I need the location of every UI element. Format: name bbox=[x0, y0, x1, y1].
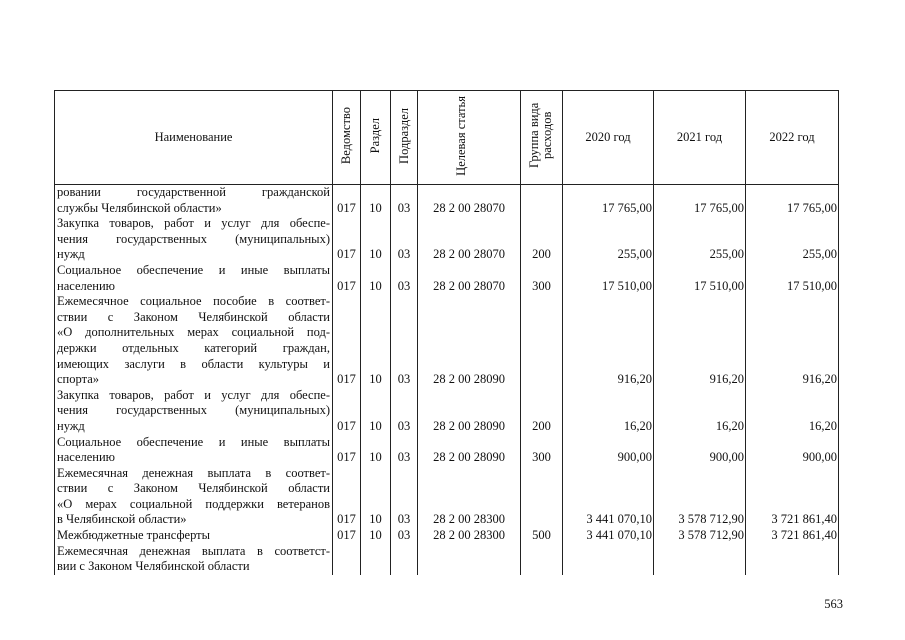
row-department bbox=[333, 544, 361, 575]
row-name-line: Закупка товаров, работ и услуг для обеспе- bbox=[57, 216, 330, 231]
row-department: 017 bbox=[333, 294, 361, 388]
table-header-row bbox=[55, 91, 839, 185]
row-name-line: Межбюджетные трансферты bbox=[57, 528, 211, 543]
row-name-line: в Челябинской области» bbox=[57, 512, 187, 527]
row-target-item: 28 2 00 28090 bbox=[418, 294, 521, 388]
row-value-2022: 17 765,00 bbox=[746, 185, 839, 217]
row-name bbox=[55, 544, 333, 575]
table-row bbox=[55, 185, 839, 217]
row-section: 10 bbox=[361, 216, 391, 263]
row-expense-group: 300 bbox=[521, 263, 563, 294]
row-name-line: Закупка товаров, работ и услуг для обеспе- bbox=[57, 387, 330, 402]
row-name-line: ствии с Законом Челябинской области bbox=[57, 481, 330, 496]
row-department: 017 bbox=[333, 185, 361, 217]
row-value-2020: 17 765,00 bbox=[563, 185, 654, 217]
table-row bbox=[55, 216, 839, 263]
row-department: 017 bbox=[333, 528, 361, 544]
header-expense-group: Группа вида расходов bbox=[521, 91, 563, 185]
row-value-2022: 900,00 bbox=[746, 435, 839, 466]
row-name bbox=[55, 388, 333, 435]
row-name-line: спорта» bbox=[57, 372, 99, 387]
row-subsection: 03 bbox=[391, 435, 418, 466]
row-value-2022: 3 721 861,40 bbox=[746, 528, 839, 544]
row-expense-group: 200 bbox=[521, 388, 563, 435]
row-value-2022: 16,20 bbox=[746, 388, 839, 435]
table-body bbox=[55, 185, 839, 575]
row-target-item bbox=[418, 544, 521, 575]
row-value-2020: 16,20 bbox=[563, 388, 654, 435]
row-section: 10 bbox=[361, 294, 391, 388]
row-department: 017 bbox=[333, 263, 361, 294]
row-value-2021: 3 578 712,90 bbox=[654, 466, 746, 528]
row-department: 017 bbox=[333, 388, 361, 435]
row-target-item: 28 2 00 28300 bbox=[418, 528, 521, 544]
row-name-line: службы Челябинской области» bbox=[57, 200, 222, 215]
row-name-line: ствии с Законом Челябинской области bbox=[57, 309, 330, 324]
row-target-item: 28 2 00 28070 bbox=[418, 185, 521, 217]
row-name-line: Социальное обеспечение и иные выплаты bbox=[57, 262, 330, 277]
row-expense-group: 200 bbox=[521, 216, 563, 263]
row-name bbox=[55, 216, 333, 263]
row-value-2022: 3 721 861,40 bbox=[746, 466, 839, 528]
header-subsection: Подраздел bbox=[391, 91, 418, 185]
row-target-item: 28 2 00 28300 bbox=[418, 466, 521, 528]
row-department: 017 bbox=[333, 466, 361, 528]
row-name-line: Ежемесячная денежная выплата в соответ- bbox=[57, 465, 330, 480]
row-name-line: Социальное обеспечение и иные выплаты bbox=[57, 434, 330, 449]
row-name bbox=[55, 185, 333, 217]
row-target-item: 28 2 00 28090 bbox=[418, 388, 521, 435]
row-subsection: 03 bbox=[391, 388, 418, 435]
row-name bbox=[55, 466, 333, 528]
header-target-item: Целевая статья bbox=[418, 91, 521, 185]
row-value-2020: 255,00 bbox=[563, 216, 654, 263]
row-value-2021 bbox=[654, 544, 746, 575]
header-year-2020: 2020 год bbox=[563, 91, 654, 185]
row-value-2020: 916,20 bbox=[563, 294, 654, 388]
row-name-line: населению bbox=[57, 278, 115, 293]
row-name-line: имеющих заслуги в области культуры и bbox=[57, 356, 330, 371]
row-target-item: 28 2 00 28090 bbox=[418, 435, 521, 466]
row-subsection: 03 bbox=[391, 528, 418, 544]
header-year-2022: 2022 год bbox=[746, 91, 839, 185]
row-value-2021: 17 510,00 bbox=[654, 263, 746, 294]
row-name-line: Ежемесячное социальное пособие в соответ- bbox=[57, 294, 330, 309]
row-name bbox=[55, 263, 333, 294]
row-name-line: вии с Законом Челябинской области bbox=[57, 559, 250, 574]
row-expense-group bbox=[521, 544, 563, 575]
row-value-2021: 900,00 bbox=[654, 435, 746, 466]
table-row bbox=[55, 544, 839, 575]
row-name-line: чения государственных (муниципальных) bbox=[57, 231, 330, 246]
row-subsection: 03 bbox=[391, 294, 418, 388]
row-value-2021: 16,20 bbox=[654, 388, 746, 435]
table-row bbox=[55, 528, 839, 544]
row-target-item: 28 2 00 28070 bbox=[418, 216, 521, 263]
row-section: 10 bbox=[361, 263, 391, 294]
row-section: 10 bbox=[361, 528, 391, 544]
row-name bbox=[55, 528, 333, 544]
row-section: 10 bbox=[361, 388, 391, 435]
row-expense-group bbox=[521, 185, 563, 217]
row-name bbox=[55, 294, 333, 388]
row-name-line: «О дополнительных мерах социальной под- bbox=[57, 325, 330, 340]
page-number: 563 bbox=[824, 597, 843, 611]
table-row bbox=[55, 388, 839, 435]
row-name-line: нужд bbox=[57, 418, 85, 433]
row-subsection: 03 bbox=[391, 263, 418, 294]
row-section: 10 bbox=[361, 435, 391, 466]
row-name-line: ровании государственной гражданской bbox=[57, 185, 330, 199]
header-year-2021: 2021 год bbox=[654, 91, 746, 185]
row-name-line: чения государственных (муниципальных) bbox=[57, 403, 330, 418]
row-name-line: «О мерах социальной поддержки ветеранов bbox=[57, 496, 330, 511]
row-value-2021: 916,20 bbox=[654, 294, 746, 388]
budget-table bbox=[54, 90, 839, 575]
row-value-2021: 17 765,00 bbox=[654, 185, 746, 217]
row-value-2022: 255,00 bbox=[746, 216, 839, 263]
row-section: 10 bbox=[361, 466, 391, 528]
row-name-line: нужд bbox=[57, 247, 85, 262]
row-expense-group bbox=[521, 294, 563, 388]
table-row bbox=[55, 294, 839, 388]
row-expense-group bbox=[521, 466, 563, 528]
header-department: Ведомство bbox=[333, 91, 361, 185]
row-department: 017 bbox=[333, 435, 361, 466]
row-subsection: 03 bbox=[391, 185, 418, 217]
row-subsection: 03 bbox=[391, 216, 418, 263]
row-value-2022 bbox=[746, 544, 839, 575]
row-expense-group: 500 bbox=[521, 528, 563, 544]
row-value-2022: 916,20 bbox=[746, 294, 839, 388]
row-name-line: держки отдельных категорий граждан, bbox=[57, 340, 330, 355]
row-value-2020: 3 441 070,10 bbox=[563, 528, 654, 544]
row-target-item: 28 2 00 28070 bbox=[418, 263, 521, 294]
table-row bbox=[55, 466, 839, 528]
row-value-2022: 17 510,00 bbox=[746, 263, 839, 294]
row-value-2020: 3 441 070,10 bbox=[563, 466, 654, 528]
row-subsection: 03 bbox=[391, 466, 418, 528]
row-value-2021: 3 578 712,90 bbox=[654, 528, 746, 544]
row-expense-group: 300 bbox=[521, 435, 563, 466]
table-row bbox=[55, 263, 839, 294]
row-section bbox=[361, 544, 391, 575]
row-value-2020: 900,00 bbox=[563, 435, 654, 466]
row-subsection bbox=[391, 544, 418, 575]
row-value-2021: 255,00 bbox=[654, 216, 746, 263]
row-name-line: Ежемесячная денежная выплата в соответст- bbox=[57, 543, 330, 558]
row-value-2020 bbox=[563, 544, 654, 575]
row-name bbox=[55, 435, 333, 466]
table-row bbox=[55, 435, 839, 466]
row-department: 017 bbox=[333, 216, 361, 263]
header-name: Наименование bbox=[55, 91, 333, 185]
header-section: Раздел bbox=[361, 91, 391, 185]
row-name-line: населению bbox=[57, 450, 115, 465]
row-value-2020: 17 510,00 bbox=[563, 263, 654, 294]
row-section: 10 bbox=[361, 185, 391, 217]
